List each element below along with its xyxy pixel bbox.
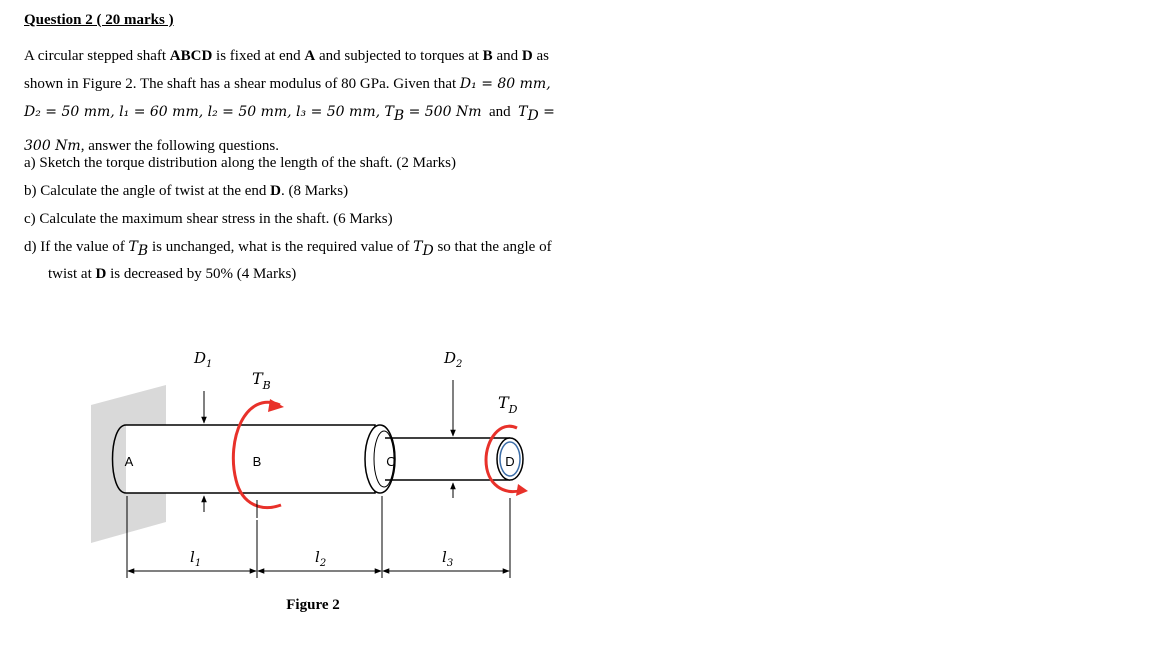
text-fragment: and <box>492 48 522 64</box>
td-value: 300 Nm <box>24 138 81 154</box>
figure-caption: Figure 2 <box>286 597 340 613</box>
question-c: c) Calculate the maximum shear stress in the shaft. (6 Marks) <box>24 211 393 227</box>
label-d2: $D_2$ <box>444 349 463 370</box>
point-d-ref: D <box>95 266 107 282</box>
point-a-ref: A <box>304 48 316 64</box>
text-fragment: is unchanged, what is the required value of <box>148 239 414 255</box>
torque-td-arrowhead <box>516 484 528 496</box>
shaft-section-small <box>385 438 510 480</box>
label-d: D <box>505 454 515 469</box>
text-fragment: twist at <box>48 266 96 282</box>
label-td: $T_D$ <box>498 393 518 416</box>
text-fragment: so that the angle of <box>433 239 552 255</box>
question-title: Question 2 ( 20 marks ) <box>24 12 174 28</box>
td-equals: = <box>538 104 555 120</box>
text-fragment: is fixed at end <box>212 48 305 64</box>
text-fragment: and <box>481 104 519 120</box>
td-subscript: D <box>422 243 434 259</box>
d1-equation: D₁ = 80 mm, <box>459 76 551 92</box>
text-fragment: . (8 Marks) <box>281 183 349 199</box>
label-c: C <box>386 454 396 469</box>
given-values: D₂ = 50 mm, l₁ = 60 mm, l₂ = 50 mm, l₃ = 50 mm, T <box>24 104 394 120</box>
question-a: a) Sketch the torque distribution along the length of the shaft. (2 Marks) <box>24 155 456 171</box>
label-tb: $T_B$ <box>252 369 271 392</box>
label-l3: $l_3$ <box>442 548 454 569</box>
label-a: A <box>124 454 134 469</box>
td-subscript: D <box>527 108 539 124</box>
torque-tb-arrowhead <box>268 399 284 412</box>
tb-symbol: T <box>128 239 138 255</box>
text-fragment: A circular stepped shaft <box>24 48 170 64</box>
label-b: B <box>252 454 262 469</box>
text-fragment: and subjected to torques at <box>315 48 483 64</box>
text-fragment: b) Calculate the angle of twist at the end <box>24 183 271 199</box>
text-fragment: as <box>532 48 549 64</box>
td-symbol: T <box>518 104 528 120</box>
td-symbol: T <box>413 239 423 255</box>
tb-value: = 500 Nm <box>404 104 482 120</box>
text-fragment: is decreased by 50% (4 Marks) <box>106 266 297 282</box>
point-d-ref: D <box>270 183 282 199</box>
label-l2: $l_2$ <box>315 548 327 569</box>
tb-subscript: B <box>137 243 149 259</box>
point-d-ref: D <box>521 48 533 64</box>
text-fragment: , answer the following questions. <box>80 138 280 154</box>
text-fragment: shown in Figure 2. The shaft has a shear modulus of 80 GPa. Given that <box>24 76 460 92</box>
label-d1: $D_1$ <box>194 349 213 370</box>
shaft-section-large <box>126 425 375 493</box>
shaft-name: ABCD <box>169 48 213 64</box>
text-fragment: d) If the value of <box>24 239 129 255</box>
label-l1: $l_1$ <box>190 548 202 569</box>
point-b-ref: B <box>482 48 493 64</box>
tb-subscript: B <box>393 108 405 124</box>
